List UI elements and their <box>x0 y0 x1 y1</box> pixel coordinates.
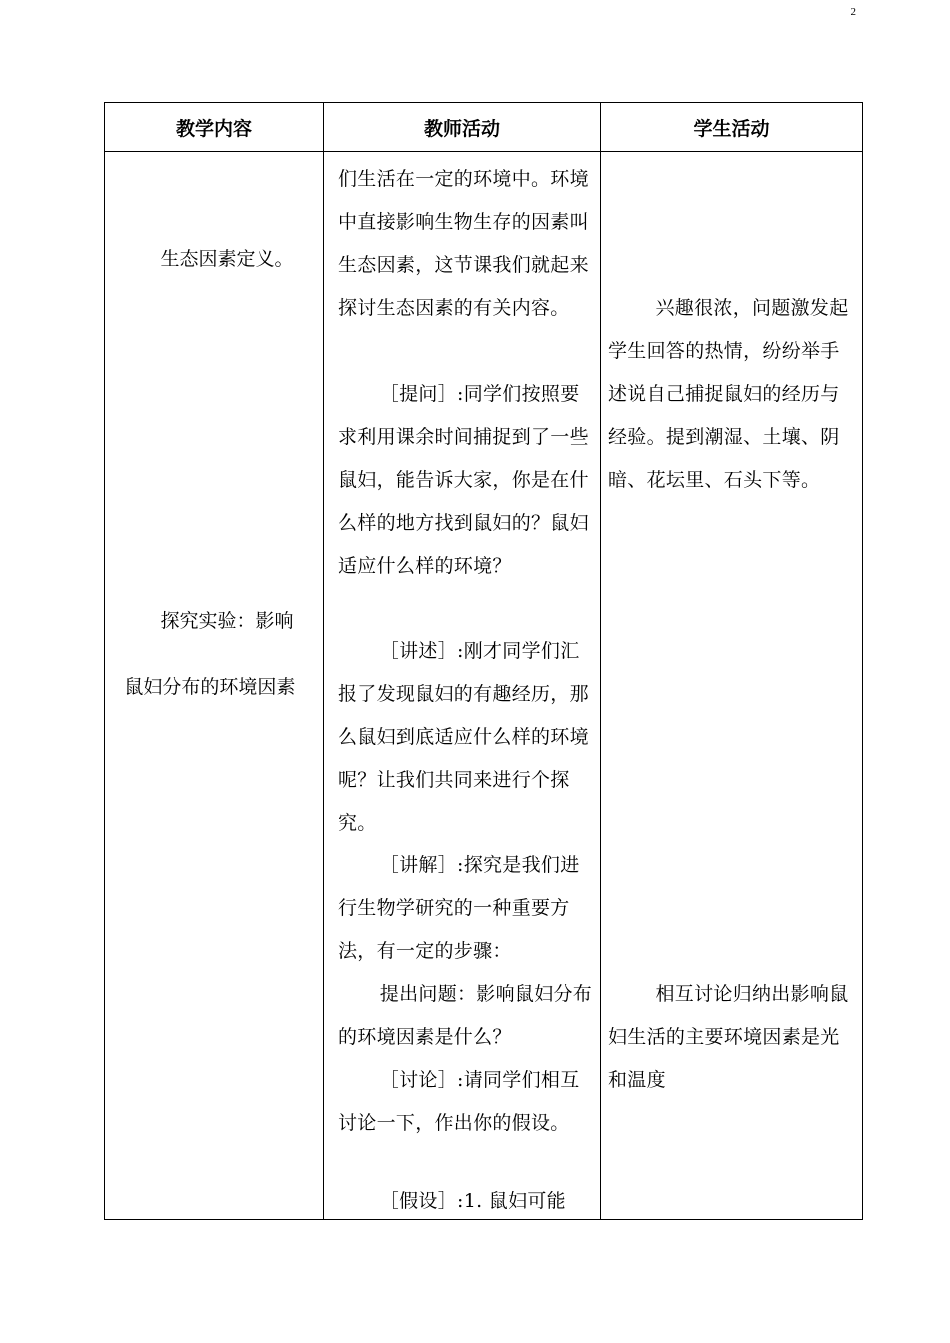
table-row <box>105 152 863 1220</box>
teacher-hypothesis-text: ［假设］:1. 鼠妇可能 <box>379 1190 566 1212</box>
teacher-discussion-text: ［讨论］:请同学们相互讨论一下，作出你的假设。 <box>338 1069 580 1134</box>
table-header-row <box>105 103 863 152</box>
header-student-activity: 学生活动 <box>601 103 863 152</box>
teacher-intro-text: 们生活在一定的环境中。环境中直接影响生物生存的因素叫生态因素，这节课我们就起来探讨生态因素的有关内容。 <box>338 168 589 319</box>
page-number: 2 <box>850 6 856 18</box>
content-experiment-title: 探究实验：影响 <box>160 610 294 632</box>
content-experiment-subtitle: 鼠妇分布的环境因素 <box>124 676 296 698</box>
student-discussion-text: 相互讨论归纳出影响鼠妇生活的主要环境因素是光和温度 <box>608 983 849 1091</box>
student-activity-cell <box>601 152 863 1220</box>
lesson-plan-table <box>104 102 863 1220</box>
content-ecological-factor-definition: 生态因素定义。 <box>160 248 294 270</box>
teacher-problem-text: 提出问题：影响鼠妇分布的环境因素是什么？ <box>338 983 593 1048</box>
teacher-narration-text: ［讲述］:刚才同学们汇报了发现鼠妇的有趣经历，那么鼠妇到底适应什么样的环境呢？让我们共同来进行个探究。 <box>338 640 589 834</box>
student-response-text: 兴趣很浓，问题激发起学生回答的热情，纷纷举手述说自己捕捉鼠妇的经历与经验。提到潮湿、土壤、阴暗、花坛里、石头下等。 <box>608 297 849 491</box>
header-teacher-activity: 教师活动 <box>324 103 601 152</box>
header-teaching-content: 教学内容 <box>105 103 324 152</box>
teacher-activity-cell <box>324 152 601 1220</box>
teacher-explanation-text: ［讲解］:探究是我们进行生物学研究的一种重要方法，有一定的步骤： <box>338 854 580 962</box>
teacher-question-text: ［提问］:同学们按照要求利用课余时间捕捉到了一些鼠妇，能告诉大家，你是在什么样的地方找到鼠妇的？鼠妇适应什么样的环境？ <box>338 383 589 577</box>
teaching-content-cell <box>105 152 324 1220</box>
